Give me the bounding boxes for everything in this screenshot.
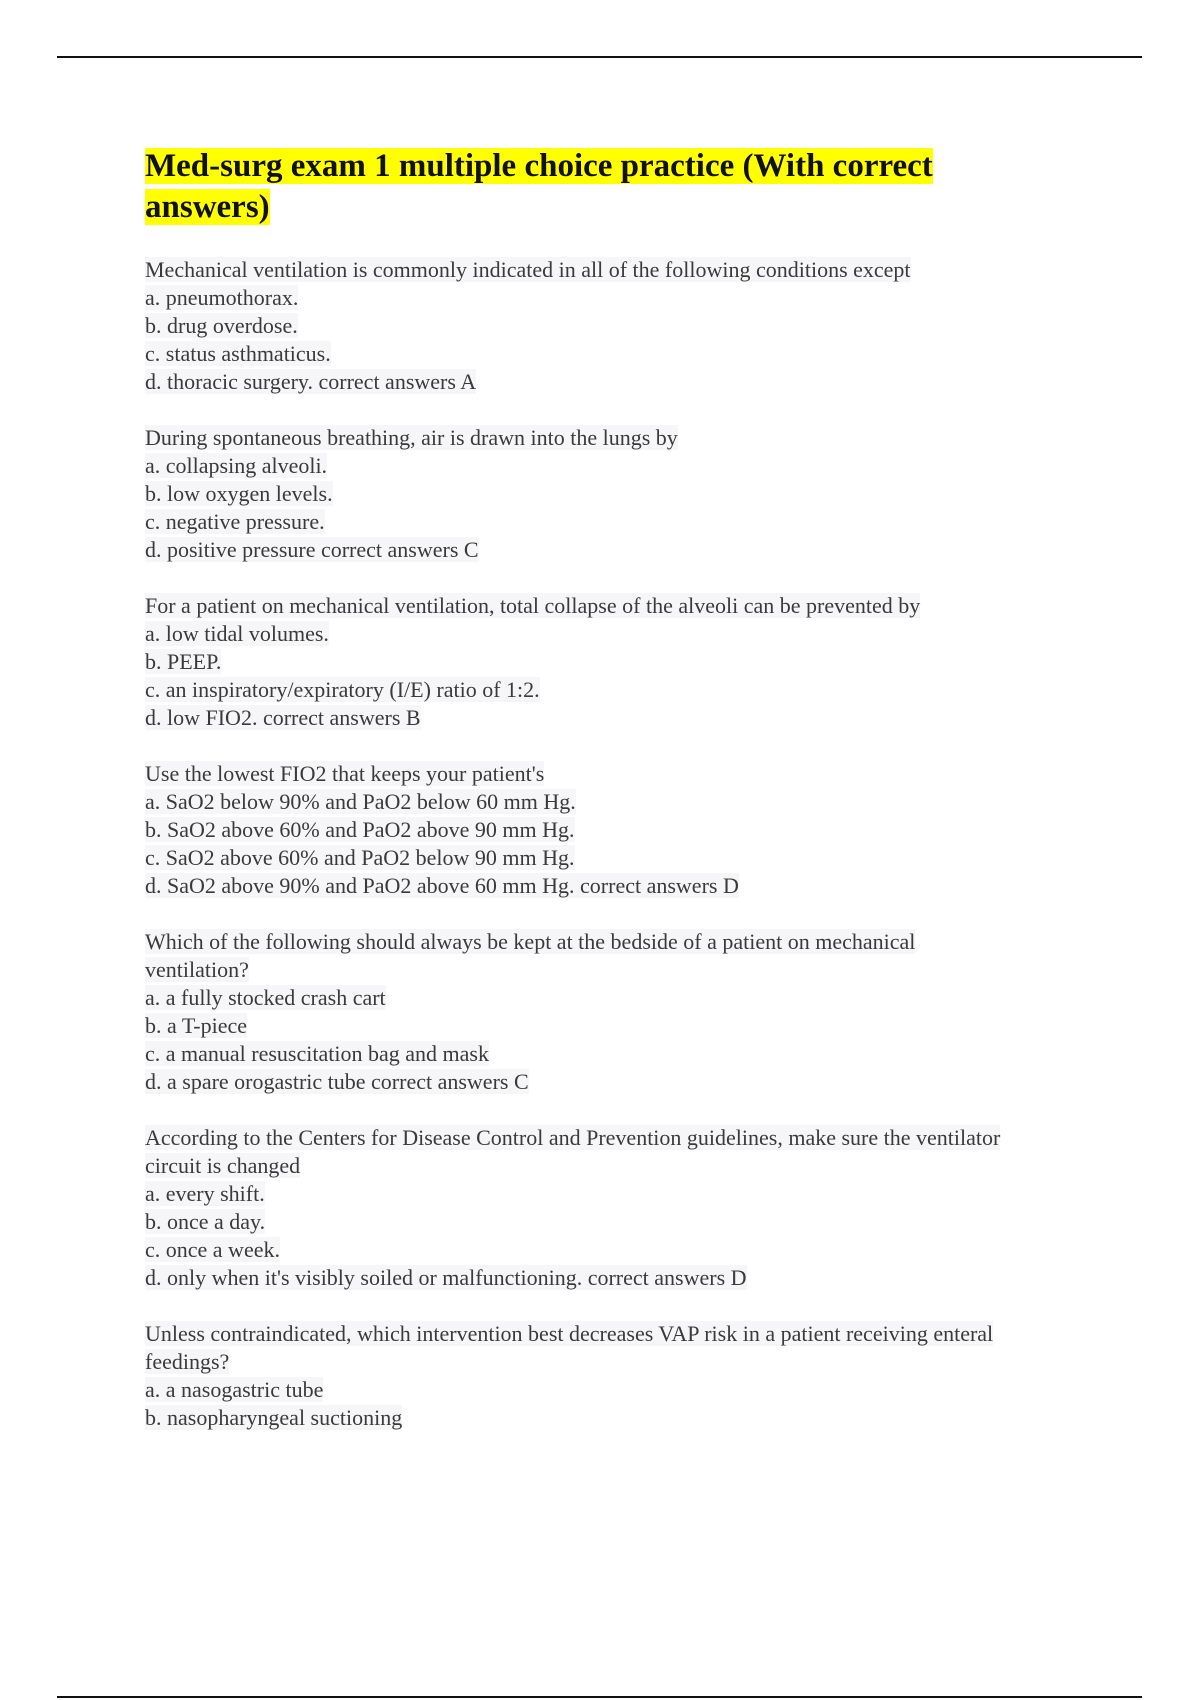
question-4-option-d-answer: d. SaO2 above 90% and PaO2 above 60 mm Hg. correct answers D [145,873,739,898]
question-2-option-a: a. collapsing alveoli. [145,453,328,478]
question-6 [145,1124,1095,1292]
top-divider [57,56,1142,58]
question-3-option-c: c. an inspiratory/expiratory (I/E) ratio of 1:2. [145,677,540,702]
question-1-option-d-answer: d. thoracic surgery. correct answers A [145,369,477,394]
question-3-option-b: b. PEEP. [145,649,222,674]
question-7 [145,1320,1095,1432]
question-5 [145,928,1095,1096]
question-4-stem: Use the lowest FIO2 that keeps your patient's [145,761,545,786]
question-5-option-c: c. a manual resuscitation bag and mask [145,1041,489,1066]
question-2-option-c: c. negative pressure. [145,509,325,534]
question-6-option-c: c. once a week. [145,1237,280,1262]
question-7-stem: Unless contraindicated, which intervention best decreases VAP risk in a patient receiving enteral [145,1321,994,1346]
question-1-option-a: a. pneumothorax. [145,285,299,310]
question-7-stem-continued: feedings? [145,1349,230,1374]
question-5-option-b: b. a T-piece [145,1013,248,1038]
question-5-stem-continued: ventilation? [145,957,249,982]
document-title [145,146,1045,228]
question-6-option-a: a. every shift. [145,1181,265,1206]
question-2-option-b: b. low oxygen levels. [145,481,333,506]
question-list [145,256,1095,1460]
question-2 [145,424,1095,564]
question-3 [145,592,1095,732]
question-5-option-d-answer: d. a spare orogastric tube correct answers C [145,1069,529,1094]
question-1-option-b: b. drug overdose. [145,313,298,338]
question-4 [145,760,1095,900]
question-7-option-b: b. nasopharyngeal suctioning [145,1405,403,1430]
question-1-option-c: c. status asthmaticus. [145,341,331,366]
question-4-option-a: a. SaO2 below 90% and PaO2 below 60 mm Hg. [145,789,576,814]
question-1 [145,256,1095,396]
question-3-stem: For a patient on mechanical ventilation, total collapse of the alveoli can be prevented by [145,593,921,618]
bottom-divider [57,1696,1142,1698]
question-3-option-a: a. low tidal volumes. [145,621,329,646]
question-6-stem: According to the Centers for Disease Control and Prevention guidelines, make sure the ventilator [145,1125,1001,1150]
question-3-option-d-answer: d. low FIO2. correct answers B [145,705,421,730]
question-5-option-a: a. a fully stocked crash cart [145,985,386,1010]
question-4-option-c: c. SaO2 above 60% and PaO2 below 90 mm Hg. [145,845,575,870]
question-6-stem-continued: circuit is changed [145,1153,301,1178]
question-6-option-d-answer: d. only when it's visibly soiled or malfunctioning. correct answers D [145,1265,747,1290]
question-4-option-b: b. SaO2 above 60% and PaO2 above 90 mm Hg. [145,817,575,842]
document-title-text: Med-surg exam 1 multiple choice practice (With correct answers) [145,148,933,225]
question-2-stem: During spontaneous breathing, air is drawn into the lungs by [145,425,678,450]
question-6-option-b: b. once a day. [145,1209,266,1234]
question-5-stem: Which of the following should always be kept at the bedside of a patient on mechanical [145,929,916,954]
question-1-stem: Mechanical ventilation is commonly indicated in all of the following conditions except [145,257,911,282]
question-7-option-a: a. a nasogastric tube [145,1377,324,1402]
question-2-option-d-answer: d. positive pressure correct answers C [145,537,479,562]
